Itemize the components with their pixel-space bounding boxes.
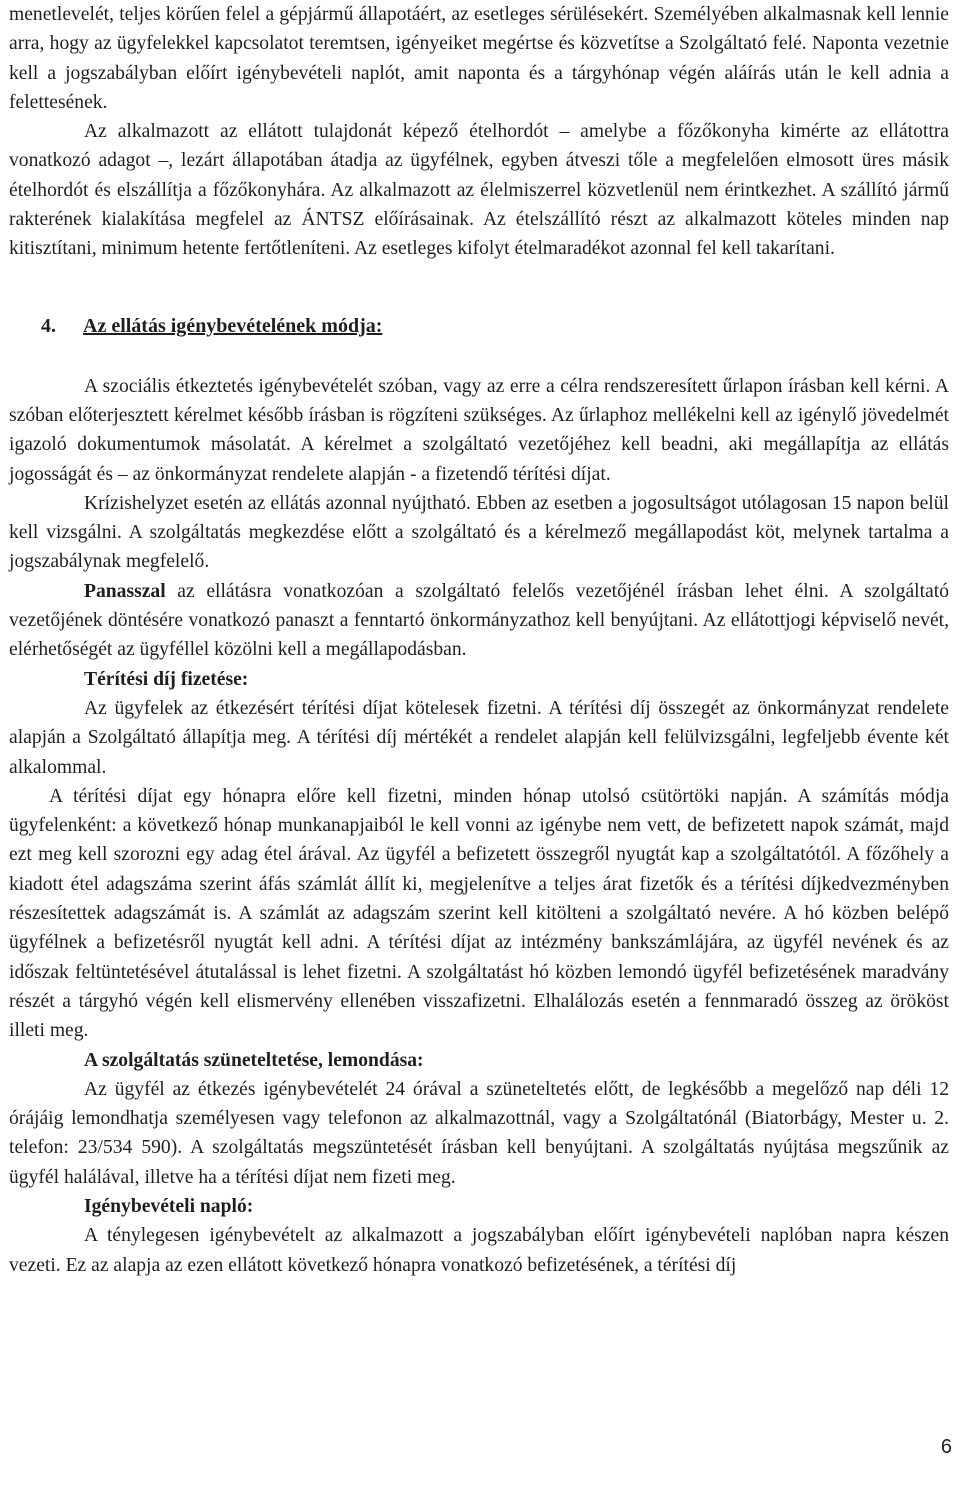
page-number: 6 [940,1436,952,1458]
suspend-heading: A szolgáltatás szüneteltetése, lemondása: [84,1049,424,1071]
paragraph-log: A ténylegesen igénybevételt az alkalmazott a jogszabályban előírt igénybevételi naplóban napra készen vezeti. Ez az alapja az ezen ellátott következő hónapra vonatkozó befizetésének, a térítési díj [9,1225,949,1276]
section-number: 4. [41,314,56,337]
paragraph-crisis: Krízishelyzet esetén az ellátás azonnal nyújtható. Ebben az esetben a jogosultságot utólagosan 15 napon belül kell vizsgálni. A szolgáltatás megkezdése előtt a szolgáltató és a kérelmező megállapodást köt, melynek tartalma a jogszabálynak megfelelő. [9,492,949,573]
complaint-label: Panasszal [84,580,166,602]
complaint-text: az ellátásra vonatkozóan a szolgáltató felelős vezetőjénél írásban lehet élni. A szolgáltató vezetőjének döntésére vonatkozó panaszt a fenntartó önkormányzathoz kell benyújtani. Az ellátottjogi képviselő nevét, elérhetőségét az ügyféllel közölni kell a megállapodásban. [9,580,949,661]
paragraph-top: menetlevelét, teljes körűen felel a gépjármű állapotáért, az esetleges sérülésekért. Személyében alkalmasnak kell lennie arra, hogy az ügyfelekkel kapcsolatot teremtsen, igényeiket megértse és közvetítse a Szolgáltató felé. Naponta vezetnie kell a jogszabályban előírt igénybevételi naplót, amit naponta és a tárgyhónap végén aláírás után le kell adnia a felettesének. [9,4,949,113]
section-heading [41,312,949,340]
paragraph-delivery: Az alkalmazott az ellátott tulajdonát képező ételhordót – amelybe a főzőkonyha kimérte az ellátottra vonatkozó adagot –, lezárt állapotában átadja az ügyfélnek, egyben átveszi tőle a megfelelően elmosott üres másik ételhordót és elszállítja a főzőkonyhára. Az alkalmazott az élelmiszerrel közvetlenül nem érintkezhet. A szállító jármű rakterének kialakítása megfelel az ÁNTSZ előírásainak. Az ételszállító részt az alkalmazott köteles minden nap kitisztítani, minimum hetente fertőtleníteni. Az esetleges kifolyt ételmaradékot azonnal fel kell takarítani. [9,121,949,260]
paragraph-fee-1: Az ügyfelek az étkezésért térítési díjat kötelesek fizetni. A térítési díj összegét az önkormányzat rendelete alapján a Szolgáltató állapítja meg. A térítési díj mértékét a rendelet alapján kell felülvizsgálni, legfeljebb évente két alkalommal. [9,697,949,778]
document-page [9,0,949,1280]
paragraph-fee-2: A térítési díjat egy hónapra előre kell fizetni, minden hónap utolsó csütörtöki napján. A számítás módja ügyfelenként: a következő hónap munkanapjaiból le kell vonni az igénybe nem vett, de befizetett napok számát, majd ezt meg kell szorozni egy adag étel árával. Az ügyfél a befizetett összegről nyugtát kap a szolgáltatótól. A főzőhely a kiadott étel adagszáma szerint áfás számlát állít ki, megjelenítve a teljes árat fizetők és a térítési díjkedvezményben részesítettek adagszámát is. A számlát az adagszám szerint kell kitölteni a szolgáltató nevére. A hó közben belépő ügyfélnek a befizetésről nyugtát kell adni. A térítési díjat az intézmény bankszámlájára, az ügyfél nevének és az időszak feltüntetésével átutalással is lehet fizetni. A szolgáltatást hó közben lemondó ügyfél befizetésének maradvány részét a tárgyhó végén kell elismervény ellenében visszafizetni. Elhalálozás esetén a fennmaradó összeg az örököst illeti meg. [9,785,949,1042]
log-heading: Igénybevételi napló: [84,1195,254,1217]
paragraph-suspend: Az ügyfél az étkezés igénybevételét 24 órával a szüneteltetés előtt, de legkésőbb a megelőző nap déli 12 órájáig lemondhatja személyesen vagy telefonon az alkalmazottnál, vagy a Szolgáltatónál (Biatorbágy, Mester u. 2. telefon: 23/534 590). A szolgáltatás megszüntetését írásban kell benyújtani. A szolgáltatás nyújtása megszűnik az ügyfél halálával, illetve ha a térítési díjat nem fizeti meg. [9,1078,949,1188]
paragraph-request: A szociális étkeztetés igénybevételét szóban, vagy az erre a célra rendszeresített űrlapon írásban kell kérni. A szóban előterjesztett kérelmet később írásban is rögzíteni szükséges. Az űrlaphoz mellékelni kell az igénylő jövedelmét igazoló dokumentumok másolatát. A kérelmet a szolgáltató vezetőjéhez kell beadni, aki megállapítja az ellátás jogosságát és – az önkormányzat rendelete alapján - a fizetendő térítési díjat. [9,375,949,485]
paragraph-complaint [9,577,949,665]
section-title: Az ellátás igénybevételének módja: [83,314,383,337]
fee-heading: Térítési díj fizetése: [84,668,249,690]
